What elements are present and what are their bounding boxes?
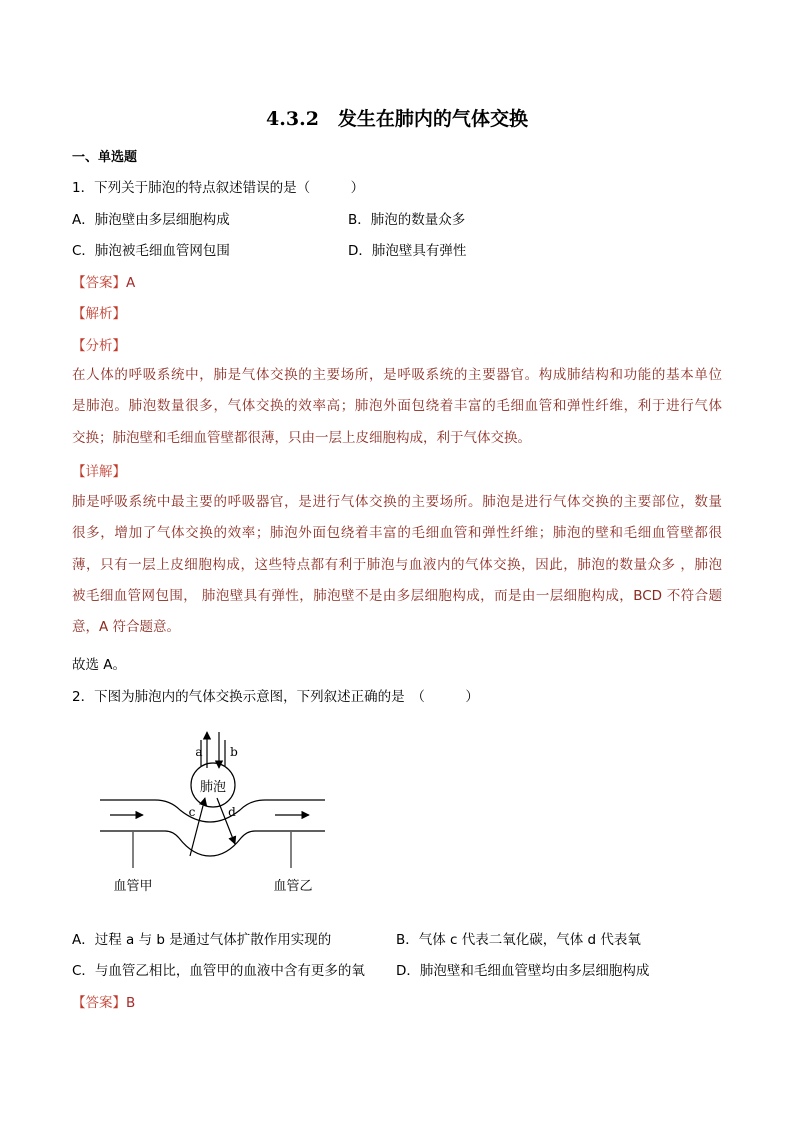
jiexi-tag: 【解析】 <box>72 306 126 322</box>
fenxi-line: 在人体的呼吸系统中，肺是气体交换的主要场所，是呼吸系统的主要器官。构成肺结构和功能的基本单位 <box>72 367 722 383</box>
label-b: b <box>230 745 238 759</box>
fenxi-tag: 【分析】 <box>72 338 126 354</box>
q2-stem: 2．下图为肺泡内的气体交换示意图，下列叙述正确的是 （ ） <box>72 689 479 705</box>
q1-option-b: B．肺泡的数量众多 <box>348 212 466 228</box>
fenxi-line: 是肺泡。肺泡数量很多，气体交换的效率高；肺泡外面包绕着丰富的毛细血管和弹性纤维，利于进行气体 <box>72 398 722 415</box>
answer-value: B <box>126 995 136 1011</box>
q2-option-a: A．过程 a 与 b 是通过气体扩散作用实现的 <box>72 932 332 948</box>
page-title: 4.3.2 发生在肺内的气体交换 <box>266 108 528 130</box>
fenxi-line: 交换；肺泡壁和毛细血管壁都很薄，只由一层上皮细胞构成，利于气体交换。 <box>72 429 531 446</box>
xiangjie-paragraph <box>72 487 722 643</box>
label-d: d <box>228 805 236 819</box>
q2-option-d: D．肺泡壁和毛细血管壁均由多层细胞构成 <box>396 963 650 979</box>
q1-answer <box>72 271 135 291</box>
label-vessel-right: 血管乙 <box>273 879 313 894</box>
label-a: a <box>195 745 203 759</box>
xiangjie-line: 薄，只有一层上皮细胞构成，这些特点都有利于肺泡与血液内的气体交换，因此，肺泡的数量众多 ，肺泡 <box>72 556 722 573</box>
label-vessel-left: 血管甲 <box>113 879 153 894</box>
q2-option-b: B．气体 c 代表二氧化碳，气体 d 代表氧 <box>396 932 641 948</box>
answer-value: A <box>126 275 136 291</box>
q2-answer <box>72 991 135 1011</box>
section-heading: 一、单选题 <box>72 150 138 165</box>
answer-tag: 【答案】 <box>72 275 126 291</box>
label-c: c <box>188 805 196 819</box>
xiangjie-line: 意，A 符合题意。 <box>72 619 181 636</box>
label-alveolus: 肺泡 <box>199 780 227 795</box>
q1-option-d: D．肺泡壁具有弹性 <box>348 243 467 259</box>
q1-option-c: C．肺泡被毛细血管网包围 <box>72 243 230 259</box>
q1-option-a: A．肺泡壁由多层细胞构成 <box>72 212 230 228</box>
xiangjie-line: 被毛细血管网包围， 肺泡壁具有弹性，肺泡壁不是由多层细胞构成，而是由一层细胞构成，BCD 不符合题 <box>72 587 722 604</box>
q1-stem: 1．下列关于肺泡的特点叙述错误的是（ ） <box>72 180 365 196</box>
xiangjie-line: 很多，增加了气体交换的效率；肺泡外面包绕着丰富的毛细血管和弹性纤维；肺泡的壁和毛细血管壁都很 <box>72 525 722 542</box>
xiangjie-line: 肺是呼吸系统中最主要的呼吸器官，是进行气体交换的主要场所。肺泡是进行气体交换的主要部位，数量 <box>72 494 722 510</box>
q2-option-c: C．与血管乙相比，血管甲的血液中含有更多的氧 <box>72 963 365 979</box>
fenxi-paragraph <box>72 360 722 454</box>
q1-conclusion: 故选 A。 <box>72 657 127 673</box>
xiangjie-tag: 【详解】 <box>72 464 126 480</box>
answer-tag: 【答案】 <box>72 995 126 1011</box>
gas-exchange-diagram <box>95 728 335 903</box>
